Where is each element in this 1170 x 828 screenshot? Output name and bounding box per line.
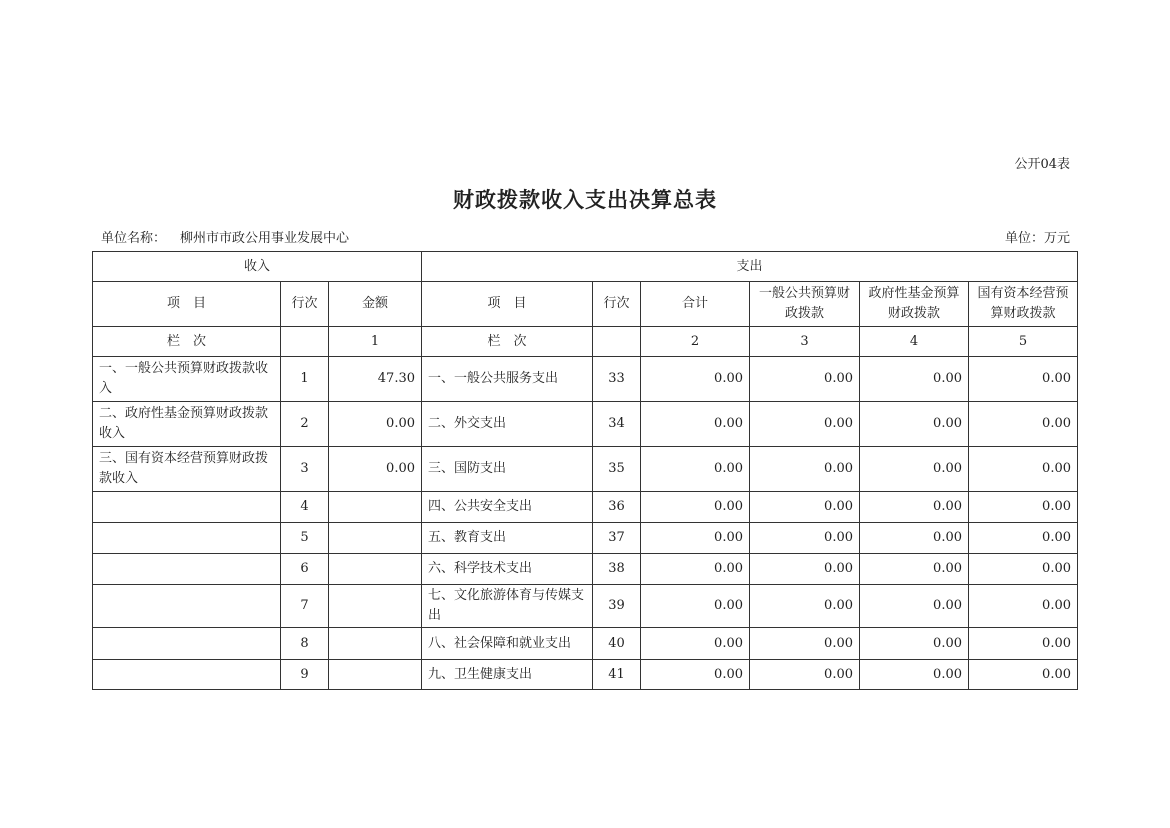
total-value: 0.00: [641, 357, 750, 402]
general-budget-value: 0.00: [750, 447, 860, 492]
unit-name: 柳州市市政公用事业发展中心: [180, 231, 350, 246]
table-row: [93, 628, 1078, 660]
gov-fund-value: 0.00: [860, 660, 969, 690]
income-item: [93, 523, 281, 554]
table-row: [93, 554, 1078, 585]
table-row: [93, 447, 1078, 492]
total-value: 0.00: [641, 447, 750, 492]
income-item: [93, 585, 281, 628]
empty-cell: [281, 327, 329, 357]
general-budget-value: 0.00: [750, 492, 860, 523]
table-row: [93, 660, 1078, 690]
total-value: 0.00: [641, 660, 750, 690]
income-amount: 47.30: [329, 357, 422, 402]
gov-fund-value: 0.00: [860, 585, 969, 628]
total-value: 0.00: [641, 402, 750, 447]
expense-item: 七、文化旅游体育与传媒支出: [422, 585, 593, 628]
expense-item: 八、社会保障和就业支出: [422, 628, 593, 660]
gov-fund-value: 0.00: [860, 357, 969, 402]
expense-item: 五、教育支出: [422, 523, 593, 554]
state-capital-value: 0.00: [969, 628, 1078, 660]
income-item: [93, 660, 281, 690]
state-capital-value: 0.00: [969, 357, 1078, 402]
income-row-no: 9: [281, 660, 329, 690]
income-column-label: 栏 次: [93, 327, 281, 357]
total-value: 0.00: [641, 523, 750, 554]
state-capital-value: 0.00: [969, 447, 1078, 492]
general-budget-value: 0.00: [750, 402, 860, 447]
income-item: [93, 628, 281, 660]
expense-item: 四、公共安全支出: [422, 492, 593, 523]
gov-fund-column-number: 4: [860, 327, 969, 357]
general-budget-value: 0.00: [750, 660, 860, 690]
total-value: 0.00: [641, 492, 750, 523]
budget-table: [92, 251, 1078, 690]
total-value: 0.00: [641, 628, 750, 660]
income-amount: 0.00: [329, 402, 422, 447]
expense-item-header: 项 目: [422, 282, 593, 327]
state-capital-value: 0.00: [969, 492, 1078, 523]
income-row-no: 6: [281, 554, 329, 585]
table-row: [93, 523, 1078, 554]
income-amount: [329, 585, 422, 628]
gov-fund-value: 0.00: [860, 628, 969, 660]
gov-fund-value: 0.00: [860, 554, 969, 585]
state-capital-value: 0.00: [969, 660, 1078, 690]
state-capital-value: 0.00: [969, 554, 1078, 585]
state-capital-column-number: 5: [969, 327, 1078, 357]
income-amount: [329, 523, 422, 554]
total-column-number: 2: [641, 327, 750, 357]
income-section-header: 收入: [93, 252, 422, 282]
expense-item: 六、科学技术支出: [422, 554, 593, 585]
form-number: 公开04表: [1014, 157, 1070, 172]
unit-label: 单位：万元: [1004, 231, 1070, 246]
state-capital-header: 国有资本经营预算财政拨款: [969, 282, 1078, 327]
expense-row-no: 38: [593, 554, 641, 585]
income-row-no: 1: [281, 357, 329, 402]
income-amount: [329, 554, 422, 585]
expense-row-no: 41: [593, 660, 641, 690]
expense-section-header: 支出: [422, 252, 1078, 282]
income-amount: [329, 660, 422, 690]
general-budget-header: 一般公共预算财政拨款: [750, 282, 860, 327]
table-row: [93, 357, 1078, 402]
state-capital-value: 0.00: [969, 402, 1078, 447]
income-row-no: 2: [281, 402, 329, 447]
state-capital-value: 0.00: [969, 585, 1078, 628]
expense-item: 九、卫生健康支出: [422, 660, 593, 690]
column-number-row: [93, 327, 1078, 357]
expense-column-label: 栏 次: [422, 327, 593, 357]
state-capital-value: 0.00: [969, 523, 1078, 554]
expense-row-no: 39: [593, 585, 641, 628]
income-item: 一、一般公共预算财政拨款收入: [93, 357, 281, 402]
general-budget-value: 0.00: [750, 628, 860, 660]
total-header: 合计: [641, 282, 750, 327]
income-amount: [329, 628, 422, 660]
expense-item: 一、一般公共服务支出: [422, 357, 593, 402]
income-item: [93, 492, 281, 523]
gov-fund-value: 0.00: [860, 523, 969, 554]
general-budget-value: 0.00: [750, 523, 860, 554]
income-amount: 0.00: [329, 447, 422, 492]
income-row-no: 3: [281, 447, 329, 492]
income-row-no: 8: [281, 628, 329, 660]
gov-fund-value: 0.00: [860, 492, 969, 523]
general-budget-value: 0.00: [750, 585, 860, 628]
unit-name-line: [101, 227, 349, 246]
expense-row-no: 34: [593, 402, 641, 447]
expense-row-no: 37: [593, 523, 641, 554]
income-amount: [329, 492, 422, 523]
expense-item: 二、外交支出: [422, 402, 593, 447]
gov-fund-value: 0.00: [860, 447, 969, 492]
expense-row-no: 33: [593, 357, 641, 402]
expense-row-no-header: 行次: [593, 282, 641, 327]
total-value: 0.00: [641, 585, 750, 628]
column-header-row: [93, 282, 1078, 327]
gov-fund-header: 政府性基金预算财政拨款: [860, 282, 969, 327]
income-item: 二、政府性基金预算财政拨款收入: [93, 402, 281, 447]
expense-row-no: 40: [593, 628, 641, 660]
empty-cell: [593, 327, 641, 357]
table-row: [93, 492, 1078, 523]
income-item: 三、国有资本经营预算财政拨款收入: [93, 447, 281, 492]
total-value: 0.00: [641, 554, 750, 585]
general-budget-value: 0.00: [750, 554, 860, 585]
section-header-row: [93, 252, 1078, 282]
page-title: 财政拨款收入支出决算总表: [453, 187, 717, 212]
income-row-no: 4: [281, 492, 329, 523]
expense-row-no: 35: [593, 447, 641, 492]
income-item-header: 项 目: [93, 282, 281, 327]
expense-item: 三、国防支出: [422, 447, 593, 492]
amount-column-number: 1: [329, 327, 422, 357]
general-column-number: 3: [750, 327, 860, 357]
general-budget-value: 0.00: [750, 357, 860, 402]
income-row-no: 7: [281, 585, 329, 628]
income-amount-header: 金额: [329, 282, 422, 327]
income-row-no: 5: [281, 523, 329, 554]
gov-fund-value: 0.00: [860, 402, 969, 447]
income-row-no-header: 行次: [281, 282, 329, 327]
expense-row-no: 36: [593, 492, 641, 523]
income-item: [93, 554, 281, 585]
unit-name-label: 单位名称：: [101, 231, 167, 246]
table-row: [93, 402, 1078, 447]
table-row: [93, 585, 1078, 628]
